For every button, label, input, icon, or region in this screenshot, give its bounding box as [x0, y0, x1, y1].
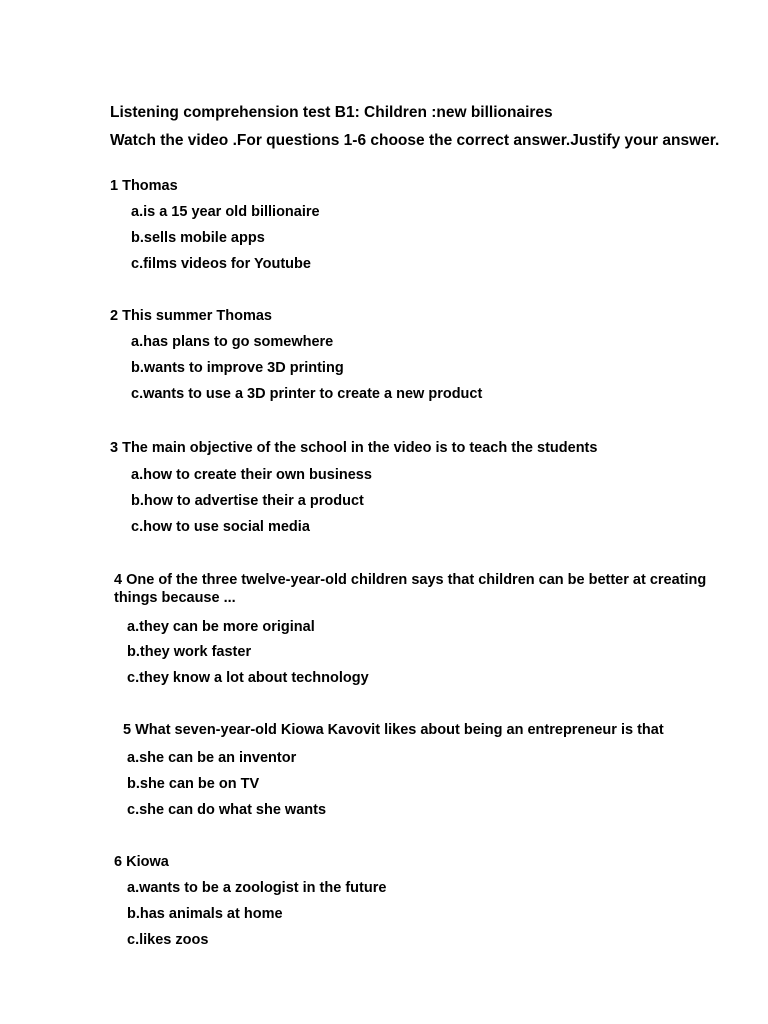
answer-option: a.wants to be a zoologist in the future [127, 880, 387, 896]
answer-option: c.they know a lot about technology [127, 670, 369, 686]
question-stem [114, 571, 714, 607]
answer-option: a.is a 15 year old billionaire [131, 204, 320, 220]
answer-option: b.has animals at home [127, 906, 283, 922]
question-stem: 2 This summer Thomas [110, 308, 272, 324]
answer-option: c.wants to use a 3D printer to create a new product [131, 386, 483, 402]
answer-option: c.she can do what she wants [127, 802, 327, 818]
answer-option: c.how to use social media [131, 519, 310, 535]
question-stem: 5 What seven-year-old Kiowa Kavovit likes about being an entrepreneur is that [123, 722, 664, 738]
worksheet-title: Listening comprehension test B1: Children :new billionaires [110, 104, 553, 121]
answer-option: b.they work faster [127, 644, 252, 660]
answer-option: a.has plans to go somewhere [131, 334, 334, 350]
answer-option: b.sells mobile apps [131, 230, 265, 246]
answer-option: b.how to advertise their a product [131, 493, 364, 509]
answer-option: a.how to create their own business [131, 467, 372, 483]
question-stem: 1 Thomas [110, 178, 178, 194]
answer-option: a.she can be an inventor [127, 750, 297, 766]
instructions: Watch the video .For questions 1-6 choose the correct answer.Justify your answer. [110, 132, 720, 149]
question-stem: 6 Kiowa [114, 854, 169, 870]
answer-option: b.wants to improve 3D printing [131, 360, 344, 376]
answer-option: a.they can be more original [127, 619, 315, 635]
answer-option: c.likes zoos [127, 932, 209, 948]
question-stem: 3 The main objective of the school in the video is to teach the students [110, 440, 598, 456]
answer-option: b.she can be on TV [127, 776, 260, 792]
answer-option: c.films videos for Youtube [131, 256, 311, 272]
question-stem-text: 4 One of the three twelve-year-old children says that children can be better at creating things because ... [114, 572, 707, 606]
